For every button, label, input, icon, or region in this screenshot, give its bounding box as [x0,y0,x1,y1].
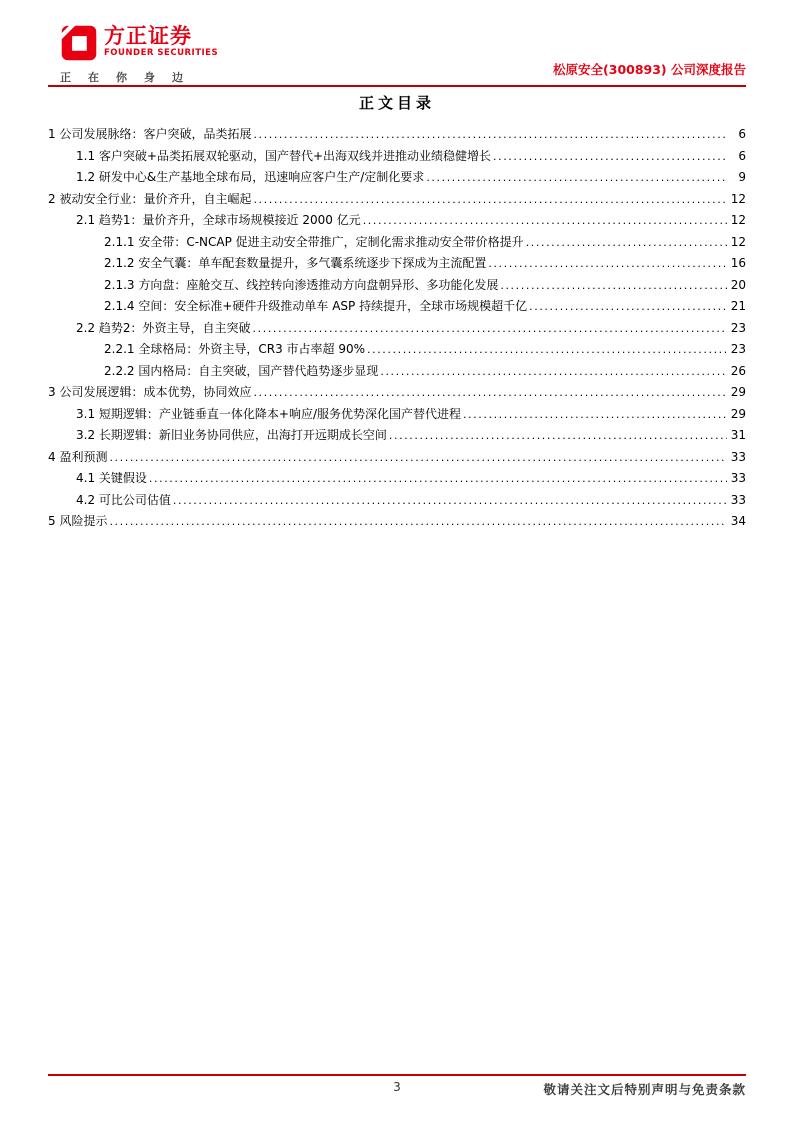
toc-entry-page: 6 [738,148,746,163]
report-title-label: 松原安全(300893) 公司深度报告 [553,62,746,77]
toc-entry-text: 3.2 长期逻辑：新旧业务协同供应，出海打开远期成长空间 [76,428,387,442]
toc-dot-leader [363,210,727,232]
toc-entry-text: 2 被动安全行业：量价齐升，自主崛起 [48,191,252,206]
toc-entry-page: 21 [730,299,746,313]
toc-dot-leader [500,275,727,297]
toc-entry-2[interactable] [48,189,746,211]
toc-entry-text: 2.2.2 国内格局：自主突破，国产替代趋势逐步显现 [104,363,379,378]
toc-entry-page: 12 [730,213,746,227]
toc-entry-text: 4.1 关键假设 [76,471,147,485]
toc-dot-leader [253,189,727,211]
toc-entry-text: 2.1.4 空间：安全标准+硬件升级推动单车 ASP 持续提升，全球市场规模超千亿 [104,299,528,313]
toc-dot-leader [173,490,727,512]
toc-dot-leader [253,382,727,404]
toc-dot-leader [380,361,727,383]
toc-entry-3-1[interactable] [48,404,746,426]
toc-entry-page: 16 [730,256,746,270]
header-divider [48,85,746,87]
toc-entry-page: 31 [730,428,746,442]
toc-entry-2-1-2[interactable] [48,253,746,275]
toc-entry-page: 20 [730,277,746,292]
toc-entry-1-1[interactable] [48,146,746,168]
toc-entry-text: 3 公司发展逻辑：成本优势，协同效应 [48,385,252,399]
toc-entry-page: 33 [730,449,746,464]
toc-entry-text: 2.2.1 全球格局：外资主导，CR3 市占率超 90% [104,342,366,356]
toc-dot-leader [493,146,727,168]
toc-entry-2-2-1[interactable] [48,339,746,361]
founder-logo-icon [60,24,98,62]
brand-name-en: FOUNDER SECURITIES [104,48,219,58]
toc-entry-page: 29 [730,385,746,399]
toc-entry-text: 3.1 短期逻辑：产业链垂直一体化降本+响应/服务优势深化国产替代进程 [76,406,461,421]
toc-entry-2-2[interactable] [48,318,746,340]
toc-dot-leader [109,511,727,533]
toc-dot-leader [526,232,727,254]
toc-dot-leader [253,318,727,340]
toc-entry-text: 1.2 研发中心&生产基地全球布局，迅速响应客户生产/定制化要求 [76,170,425,184]
founder-securities-logo [60,24,219,85]
toc-entry-text: 1.1 客户突破+品类拓展双轮驱动，国产替代+出海双线并进推动业绩稳健增长 [76,148,492,163]
page-header [48,24,746,86]
toc-entry-text: 2.1.3 方向盘：座舱交互、线控转向渗透推动方向盘朝异形、多功能化发展 [104,277,499,292]
toc-entry-1[interactable] [48,124,746,146]
toc-entry-page: 12 [730,234,746,249]
toc-dot-leader [109,447,727,469]
footer-divider [48,1074,746,1076]
toc-entry-text: 2.1 趋势1：量价齐升，全球市场规模接近 2000 亿元 [76,213,361,227]
toc-entry-text: 5 风险提示 [48,514,108,528]
toc-entry-page: 26 [730,363,746,378]
table-of-contents [48,124,746,533]
toc-entry-4-2[interactable] [48,490,746,512]
toc-dot-leader [253,124,727,146]
toc-entry-page: 12 [730,191,746,206]
page-footer [48,1080,746,1100]
toc-entry-text: 4 盈利预测 [48,449,108,464]
toc-dot-leader [488,253,727,275]
toc-entry-text: 4.2 可比公司估值 [76,492,171,507]
toc-dot-leader [463,404,727,426]
toc-entry-2-1-3[interactable] [48,275,746,297]
toc-dot-leader [389,425,727,447]
toc-entry-5[interactable] [48,511,746,533]
footer-disclaimer: 敬请关注文后特别声明与免责条款 [543,1082,746,1097]
toc-entry-2-1-1[interactable] [48,232,746,254]
toc-entry-4[interactable] [48,447,746,469]
toc-entry-1-2[interactable] [48,167,746,189]
toc-entry-3[interactable] [48,382,746,404]
toc-entry-2-1[interactable] [48,210,746,232]
toc-title: 正文目录 [358,94,435,112]
brand-name-cn: 方正证券 [104,24,192,48]
toc-entry-page: 29 [730,406,746,421]
brand-slogan: 正在你身边 [60,71,200,84]
toc-dot-leader [149,468,727,490]
toc-entry-4-1[interactable] [48,468,746,490]
toc-entry-2-2-2[interactable] [48,361,746,383]
page-number: 3 [393,1080,401,1094]
toc-entry-page: 33 [730,492,746,507]
toc-entry-2-1-4[interactable] [48,296,746,318]
toc-entry-page: 34 [730,514,746,528]
toc-entry-text: 2.1.2 安全气囊：单车配套数量提升，多气囊系统逐步下探成为主流配置 [104,256,487,270]
toc-entry-page: 6 [738,127,746,141]
toc-entry-text: 1 公司发展脉络：客户突破，品类拓展 [48,127,252,141]
toc-entry-page: 23 [730,342,746,356]
toc-entry-page: 9 [738,170,746,184]
toc-entry-text: 2.2 趋势2：外资主导，自主突破 [76,320,251,335]
toc-entry-3-2[interactable] [48,425,746,447]
toc-entry-text: 2.1.1 安全带：C-NCAP 促进主动安全带推广，定制化需求推动安全带价格提升 [104,234,524,249]
toc-entry-page: 23 [730,320,746,335]
toc-dot-leader [426,167,727,189]
toc-dot-leader [529,296,727,318]
toc-dot-leader [367,339,727,361]
toc-entry-page: 33 [730,471,746,485]
